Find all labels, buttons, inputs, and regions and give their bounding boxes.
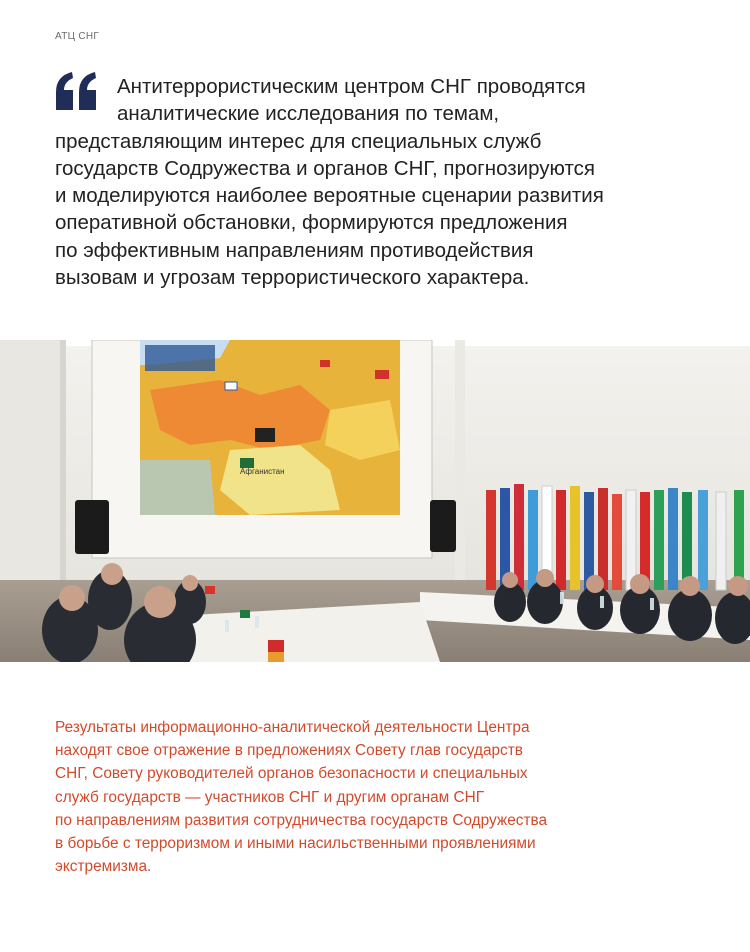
quote-line: и моделируются наиболее вероятные сценарии развития [55, 184, 604, 208]
screen-map-label: Афганистан [240, 467, 285, 476]
quote-line: по эффективным направлениям противодействия [55, 238, 534, 262]
result-line: Результаты информационно-аналитической деятельности Центра [55, 719, 530, 736]
header-label: АТЦ СНГ [55, 31, 100, 42]
result-line: находят свое отражение в предложениях Совету глав государств [55, 742, 523, 760]
result-line: СНГ, Совету руководителей органов безопасности и специальных [55, 765, 528, 783]
result-line: экстремизма. [55, 858, 152, 876]
conference-illustration [0, 340, 750, 662]
result-line: в борьбе с терроризмом и иными насильственными проявлениями [55, 835, 536, 853]
quote-line: оперативной обстановки, формируются предложения [55, 211, 568, 235]
result-line: по направлениям развития сотрудничества государств Содружества [55, 811, 548, 829]
result-text [55, 716, 695, 878]
quote-line: вызовам и угрозам террористического характера. [55, 266, 530, 290]
conference-photo [0, 340, 750, 662]
quote-line: аналитические исследования по темам, [117, 102, 500, 126]
quote-text [55, 73, 695, 291]
quote-line: Антитеррористическим центром СНГ проводятся [117, 75, 586, 98]
quote-line: представляющим интерес для специальных служб [55, 129, 542, 153]
quote-line: государств Содружества и органов СНГ, прогнозируются [55, 156, 595, 180]
result-line: служб государств — участников СНГ и другим органам СНГ [55, 788, 485, 806]
